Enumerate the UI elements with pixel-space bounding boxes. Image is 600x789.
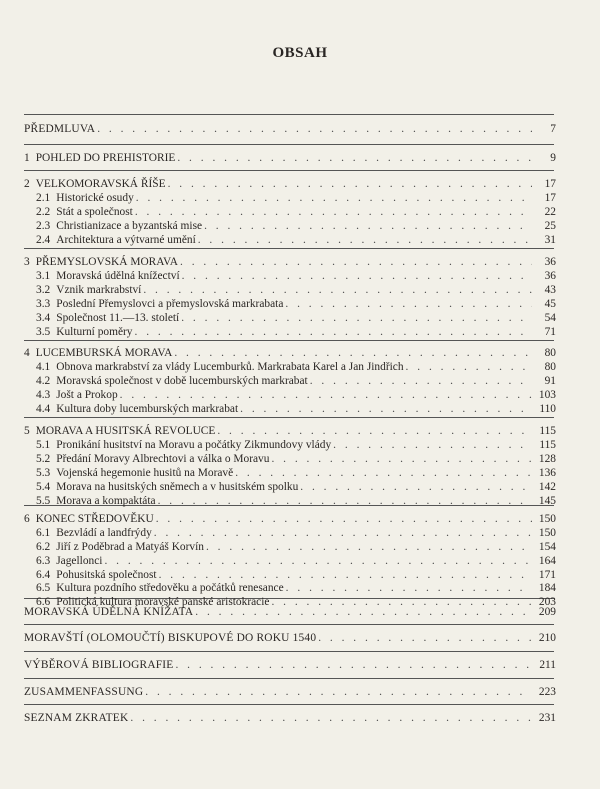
entry-label: Pronikání husitství na Moravu a počátky Zikmundovy vlády bbox=[56, 439, 332, 451]
leader-dots bbox=[130, 711, 532, 725]
entry-label: Obnova markrabství za vlády Lucemburků. Markrabata Karel a Jan Jindřich bbox=[56, 361, 404, 373]
entry-label: Kultura doby lucemburských markrabat bbox=[56, 403, 239, 415]
entry-label: Jošt a Prokop bbox=[56, 389, 118, 401]
page-number: 22 bbox=[544, 206, 556, 218]
toc-subentry[interactable] bbox=[36, 219, 556, 233]
divider bbox=[24, 417, 554, 418]
section-number: 4.4 bbox=[36, 403, 51, 415]
divider bbox=[24, 114, 554, 115]
section-number: 3.3 bbox=[36, 298, 51, 310]
toc-subentry[interactable] bbox=[36, 269, 556, 283]
leader-dots bbox=[181, 311, 532, 325]
section-number: 6.2 bbox=[36, 541, 51, 553]
page-number: 25 bbox=[544, 220, 556, 232]
toc-subentry[interactable] bbox=[36, 581, 556, 595]
toc-subentry[interactable] bbox=[36, 526, 556, 540]
page-number: 9 bbox=[550, 152, 556, 164]
leader-dots bbox=[333, 438, 532, 452]
page-number: 110 bbox=[539, 403, 556, 415]
page-number: 54 bbox=[544, 312, 556, 324]
page-number: 115 bbox=[539, 439, 556, 451]
leader-dots bbox=[159, 568, 532, 582]
page-number: 184 bbox=[538, 582, 556, 594]
leader-dots bbox=[285, 297, 532, 311]
toc-subentry[interactable] bbox=[36, 402, 556, 416]
entry-label: Moravská údělná knížectví bbox=[56, 270, 180, 282]
page-number: 115 bbox=[539, 425, 556, 437]
toc-subentry[interactable] bbox=[36, 494, 556, 508]
page-number: 154 bbox=[538, 541, 556, 553]
section-number: 3.5 bbox=[36, 326, 51, 338]
page-number: 71 bbox=[544, 326, 556, 338]
toc-subentry[interactable] bbox=[36, 205, 556, 219]
chapter-number: 1 bbox=[24, 152, 30, 164]
leader-dots bbox=[206, 540, 532, 554]
toc-entry-chapter-4[interactable] bbox=[24, 346, 556, 360]
entry-label: Vznik markrabství bbox=[56, 284, 142, 296]
page-number: 164 bbox=[538, 555, 556, 567]
page-number: 36 bbox=[544, 270, 556, 282]
page-number: 91 bbox=[544, 375, 556, 387]
toc-entry-zusammenfassung[interactable] bbox=[24, 685, 556, 699]
toc-entry-chapter-2[interactable] bbox=[24, 177, 556, 191]
leader-dots bbox=[158, 494, 532, 508]
toc-subentry[interactable] bbox=[36, 480, 556, 494]
toc-entry-udelna-knizata[interactable] bbox=[24, 605, 556, 619]
toc-subentry[interactable] bbox=[36, 325, 556, 339]
toc-entry-chapter-3[interactable] bbox=[24, 255, 556, 269]
section-number: 2.3 bbox=[36, 220, 51, 232]
page-number: 80 bbox=[544, 361, 556, 373]
page-number: 128 bbox=[538, 453, 556, 465]
entry-label: SEZNAM ZKRATEK bbox=[24, 712, 129, 724]
leader-dots bbox=[195, 605, 532, 619]
page-number: 231 bbox=[538, 712, 556, 724]
section-number: 5.1 bbox=[36, 439, 51, 451]
chapter-number: 2 bbox=[24, 178, 30, 190]
toc-subentry[interactable] bbox=[36, 233, 556, 247]
leader-dots bbox=[235, 466, 532, 480]
chapter-number: 6 bbox=[24, 513, 30, 525]
page-number: 17 bbox=[544, 178, 556, 190]
section-number: 6.1 bbox=[36, 527, 51, 539]
entry-label: VÝBĚROVÁ BIBLIOGRAFIE bbox=[24, 659, 174, 671]
entry-label: Jiří z Poděbrad a Matyáš Korvín bbox=[56, 541, 204, 553]
page-number: 36 bbox=[544, 256, 556, 268]
leader-dots bbox=[136, 191, 532, 205]
chapter-number: 3 bbox=[24, 256, 30, 268]
toc-subentry[interactable] bbox=[36, 438, 556, 452]
entry-label: Politická kultura moravské panské aristokracie bbox=[56, 596, 270, 608]
leader-dots bbox=[143, 283, 532, 297]
entry-label: Bezvládí a landfrýdy bbox=[56, 527, 152, 539]
leader-dots bbox=[310, 374, 532, 388]
section-number: 4.2 bbox=[36, 375, 51, 387]
page-number: 223 bbox=[538, 686, 556, 698]
toc-entry-bibliografie[interactable] bbox=[24, 658, 556, 672]
section-number: 4.1 bbox=[36, 361, 51, 373]
section-number: 5.4 bbox=[36, 481, 51, 493]
leader-dots bbox=[198, 233, 532, 247]
page-number: 103 bbox=[538, 389, 556, 401]
section-number: 5.2 bbox=[36, 453, 51, 465]
entry-label: Jagellonci bbox=[56, 555, 103, 567]
divider bbox=[24, 170, 554, 171]
section-number: 6.3 bbox=[36, 555, 51, 567]
toc-subentry[interactable] bbox=[36, 554, 556, 568]
leader-dots bbox=[104, 554, 532, 568]
section-number: 5.3 bbox=[36, 467, 51, 479]
toc-subentry[interactable] bbox=[36, 374, 556, 388]
divider bbox=[24, 678, 554, 679]
toc-subentry[interactable] bbox=[36, 568, 556, 582]
leader-dots bbox=[135, 325, 533, 339]
entry-label: Předání Moravy Albrechtovi a válka o Moravu bbox=[56, 453, 270, 465]
leader-dots bbox=[135, 205, 532, 219]
leader-dots bbox=[120, 388, 532, 402]
entry-label: Moravská společnost v době lucemburských markrabat bbox=[56, 375, 308, 387]
page-title: OBSAH bbox=[272, 45, 328, 61]
divider bbox=[24, 651, 554, 652]
toc-subentry[interactable] bbox=[36, 191, 556, 205]
leader-dots bbox=[286, 581, 532, 595]
section-number: 2.4 bbox=[36, 234, 51, 246]
leader-dots bbox=[182, 269, 532, 283]
entry-label: Vojenská hegemonie husitů na Moravě bbox=[56, 467, 234, 479]
toc-subentry[interactable] bbox=[36, 540, 556, 554]
leader-dots bbox=[300, 480, 532, 494]
entry-label: Pohusitská společnost bbox=[56, 569, 157, 581]
page-number: 150 bbox=[538, 527, 556, 539]
leader-dots bbox=[318, 631, 532, 645]
entry-label: MORAVŠTÍ (OLOMOUČTÍ) BISKUPOVÉ DO ROKU 1540 bbox=[24, 632, 317, 644]
page-number: 145 bbox=[538, 495, 556, 507]
page-number: 203 bbox=[538, 596, 556, 608]
divider bbox=[24, 624, 554, 625]
leader-dots bbox=[177, 151, 532, 165]
leader-dots bbox=[204, 219, 532, 233]
toc-entry-chapter-1[interactable] bbox=[24, 151, 556, 165]
leader-dots bbox=[217, 424, 532, 438]
toc-subentry[interactable] bbox=[36, 297, 556, 311]
page-number: 43 bbox=[544, 284, 556, 296]
entry-label: Morava a kompaktáta bbox=[56, 495, 156, 507]
leader-dots bbox=[271, 452, 532, 466]
entry-label: KONEC STŘEDOVĚKU bbox=[35, 513, 154, 525]
leader-dots bbox=[156, 512, 532, 526]
entry-label: Morava na husitských sněmech a v husitském spolku bbox=[56, 481, 299, 493]
toc-subentry[interactable] bbox=[36, 283, 556, 297]
toc-entry-zkratky[interactable] bbox=[24, 711, 556, 725]
toc-entry-predmluva[interactable] bbox=[24, 122, 556, 136]
section-number: 3.1 bbox=[36, 270, 51, 282]
entry-label: MORAVSKÁ ÚDĚLNÁ KNÍŽATA bbox=[24, 606, 194, 618]
page-number: 211 bbox=[539, 659, 556, 671]
leader-dots bbox=[174, 346, 532, 360]
entry-label: Historické osudy bbox=[56, 192, 134, 204]
leader-dots bbox=[145, 685, 532, 699]
divider bbox=[24, 144, 554, 145]
section-number: 6.5 bbox=[36, 582, 51, 594]
section-number: 2.2 bbox=[36, 206, 51, 218]
entry-label: Architektura a výtvarné umění bbox=[56, 234, 196, 246]
leader-dots bbox=[168, 177, 532, 191]
section-number: 3.4 bbox=[36, 312, 51, 324]
entry-label: Kultura pozdního středověku a počátků renesance bbox=[56, 582, 284, 594]
page-number: 150 bbox=[538, 513, 556, 525]
entry-label: Stát a společnost bbox=[56, 206, 133, 218]
toc-entry-chapter-6[interactable] bbox=[24, 512, 556, 526]
toc-entry-biskupove[interactable] bbox=[24, 631, 556, 645]
toc-subentry[interactable] bbox=[36, 360, 556, 374]
entry-label: MORAVA A HUSITSKÁ REVOLUCE bbox=[35, 425, 216, 437]
entry-label: Kulturní poměry bbox=[56, 326, 133, 338]
page-number: 210 bbox=[538, 632, 556, 644]
entry-label: Poslední Přemyslovci a přemyslovská markrabata bbox=[56, 298, 284, 310]
leader-dots bbox=[406, 360, 532, 374]
page-number: 171 bbox=[538, 569, 556, 581]
chapter-number: 4 bbox=[24, 347, 30, 359]
toc-subentry[interactable] bbox=[36, 311, 556, 325]
toc-subentry[interactable] bbox=[36, 452, 556, 466]
toc-entry-chapter-5[interactable] bbox=[24, 424, 556, 438]
page-number: 17 bbox=[544, 192, 556, 204]
section-number: 6.4 bbox=[36, 569, 51, 581]
entry-label: VELKOMORAVSKÁ ŘÍŠE bbox=[35, 178, 166, 190]
page-number: 45 bbox=[544, 298, 556, 310]
section-number: 2.1 bbox=[36, 192, 51, 204]
leader-dots bbox=[180, 255, 532, 269]
entry-label: ZUSAMMENFASSUNG bbox=[24, 686, 144, 698]
entry-label: PŘEDMLUVA bbox=[24, 123, 96, 135]
chapter-number: 5 bbox=[24, 425, 30, 437]
divider bbox=[24, 340, 554, 341]
leader-dots bbox=[154, 526, 532, 540]
toc-subentry[interactable] bbox=[36, 388, 556, 402]
page-number: 209 bbox=[538, 606, 556, 618]
section-number: 5.5 bbox=[36, 495, 51, 507]
leader-dots bbox=[97, 122, 532, 136]
page-number: 136 bbox=[538, 467, 556, 479]
page-number: 31 bbox=[544, 234, 556, 246]
divider bbox=[24, 704, 554, 705]
section-number: 3.2 bbox=[36, 284, 51, 296]
entry-label: Společnost 11.—13. století bbox=[56, 312, 180, 324]
entry-label: LUCEMBURSKÁ MORAVA bbox=[35, 347, 173, 359]
leader-dots bbox=[175, 658, 532, 672]
leader-dots bbox=[240, 402, 532, 416]
entry-label: PŘEMYSLOVSKÁ MORAVA bbox=[35, 256, 179, 268]
entry-label: Christianizace a byzantská mise bbox=[56, 220, 203, 232]
page-number: 142 bbox=[538, 481, 556, 493]
entry-label: POHLED DO PREHISTORIE bbox=[35, 152, 176, 164]
page-number: 80 bbox=[544, 347, 556, 359]
section-number: 6.6 bbox=[36, 596, 51, 608]
toc-subentry[interactable] bbox=[36, 466, 556, 480]
page-number: 7 bbox=[550, 123, 556, 135]
section-number: 4.3 bbox=[36, 389, 51, 401]
divider bbox=[24, 248, 554, 249]
